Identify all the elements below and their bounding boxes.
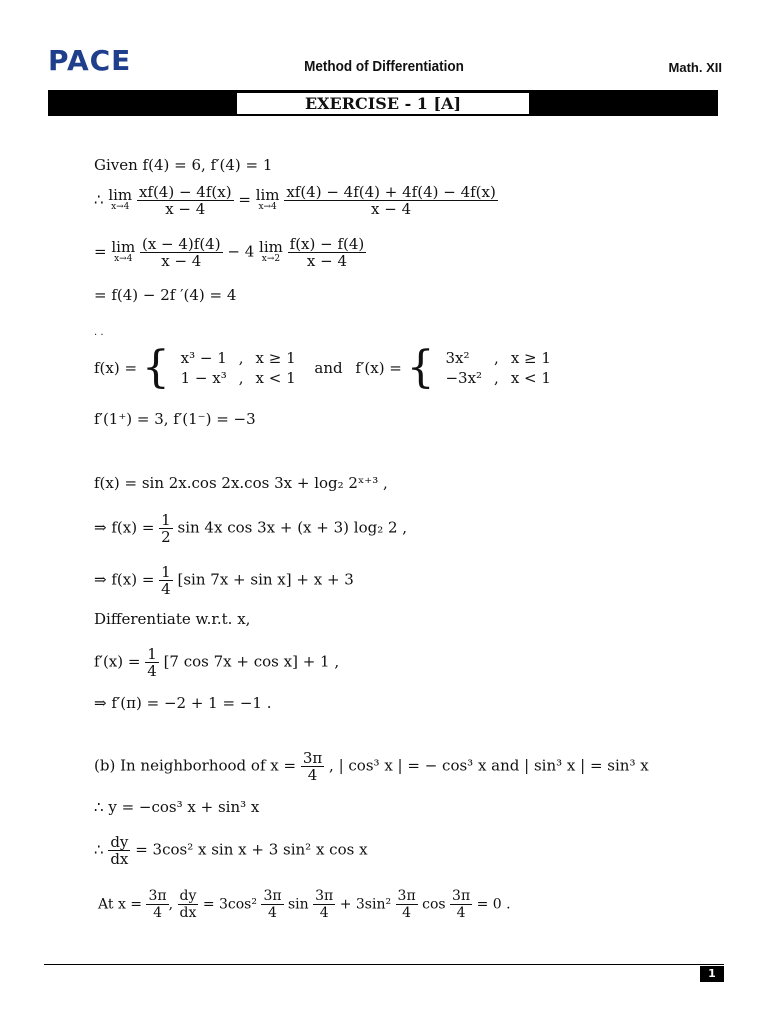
s4-at: At x = $\frac{3\pi}{4}$ , $\frac{dy}{dx}$ = 3cos² $\frac{3\pi}{4}$ sin $\frac{3\pi}{4}$ + 3sin² $\frac{3\pi}{4}$ cos $\frac{3\pi}{4}$ = 0 .	[98, 888, 511, 921]
s1-split-line: = lim x→4 $\frac{(x - 4)f(4)}{x - 4}$ − 4 lim x→2 $\frac{f(x) - f(4)}{x - 4}$	[94, 235, 365, 270]
pace-logo: PACE	[48, 44, 132, 77]
s4-neighborhood: (b) In neighborhood of x = $\frac{3\pi}{4}$ , | cos³ x | = − cos³ x and | sin³ x | = sin³ x	[94, 749, 649, 784]
fraction: $\frac{3\pi}{4}$	[263, 888, 282, 921]
therefore-symbol: ∴	[94, 190, 104, 209]
s3-line4: f′(x) = $\frac{1}{4}$ [7 cos 7x + cos x] + 1 ,	[94, 645, 340, 680]
s3-differentiate: Differentiate w.r.t. x,	[94, 610, 251, 628]
s2-piecewise: f(x) = { x³ − 1 , x ≥ 1 1 − x³ , x < 1 and f′(x) = { 3x² , x ≥ 1 −3x² , x < 1	[94, 348, 557, 396]
footer-rule	[44, 964, 724, 965]
page-number: 1	[700, 966, 724, 982]
limit: lim x→2	[259, 237, 283, 264]
fraction: $\frac{3\pi}{4}$	[315, 888, 334, 921]
s1-limit-line: ∴ lim x→4 $\frac{xf(4) - 4f(x)}{x - 4}$ = lim x→4 $\frac{xf(4) - 4f(4) + 4f(4) - 4f(x)}{x - 4}$	[94, 183, 496, 218]
s4-y: ∴ y = −cos³ x + sin³ x	[94, 798, 260, 816]
fraction: $\frac{1}{4}$	[147, 645, 157, 680]
fraction: $\frac{dy}{dx}$	[179, 888, 197, 921]
s3-line1: f(x) = sin 2x.cos 2x.cos 3x + log₂ 2ˣ⁺³ ,	[94, 474, 388, 492]
s1-given: Given f(4) = 6, f′(4) = 1	[94, 156, 273, 174]
piecewise-fprime: { 3x² , x ≥ 1 −3x² , x < 1	[406, 342, 551, 393]
piecewise-f: { x³ − 1 , x ≥ 1 1 − x³ , x < 1	[141, 342, 296, 393]
fraction: $\frac{3\pi}{4}$	[397, 888, 416, 921]
fraction: $\frac{3\pi}{4}$	[452, 888, 471, 921]
fraction: $\frac{1}{2}$	[161, 511, 171, 546]
fraction: $\frac{3\pi}{4}$	[148, 888, 167, 921]
s4-dydx: ∴ $\frac{dy}{dx}$ = 3cos² x sin x + 3 sin² x cos x	[94, 833, 368, 868]
s3-line5: ⇒ f′(π) = −2 + 1 = −1 .	[94, 694, 272, 712]
fraction: $\frac{(x - 4)f(4)}{x - 4}$	[141, 235, 221, 270]
limit: lim x→4	[111, 237, 136, 264]
limit: lim x→4	[108, 185, 133, 212]
fraction: $\frac{dy}{dx}$	[110, 833, 129, 868]
fraction: $\frac{f(x) - f(4)}{x - 4}$	[289, 235, 365, 270]
fraction: $\frac{1}{4}$	[161, 563, 171, 598]
subject-label: Math. XII	[668, 60, 722, 75]
fraction: $\frac{xf(4) - 4f(x)}{x - 4}$	[138, 183, 232, 218]
s1-result: = f(4) − 2f ′(4) = 4	[94, 286, 237, 304]
limit: lim x→4	[255, 185, 280, 212]
fraction: $\frac{xf(4) - 4f(4) + 4f(4) - 4f(x)}{x - 4}$	[286, 183, 496, 218]
s2-result: f′(1⁺) = 3, f′(1⁻) = −3	[94, 410, 256, 428]
exercise-title: EXERCISE - 1 [A]	[237, 93, 529, 114]
s3-line3: ⇒ f(x) = $\frac{1}{4}$ [sin 7x + sin x] + x + 3	[94, 563, 354, 598]
page-header-title: Method of Differentiation	[304, 58, 464, 75]
s3-line2: ⇒ f(x) = $\frac{1}{2}$ sin 4x cos 3x + (x + 3) log₂ 2 ,	[94, 511, 408, 546]
fraction: $\frac{3\pi}{4}$	[302, 749, 323, 784]
s2-dots: . .	[94, 327, 104, 338]
